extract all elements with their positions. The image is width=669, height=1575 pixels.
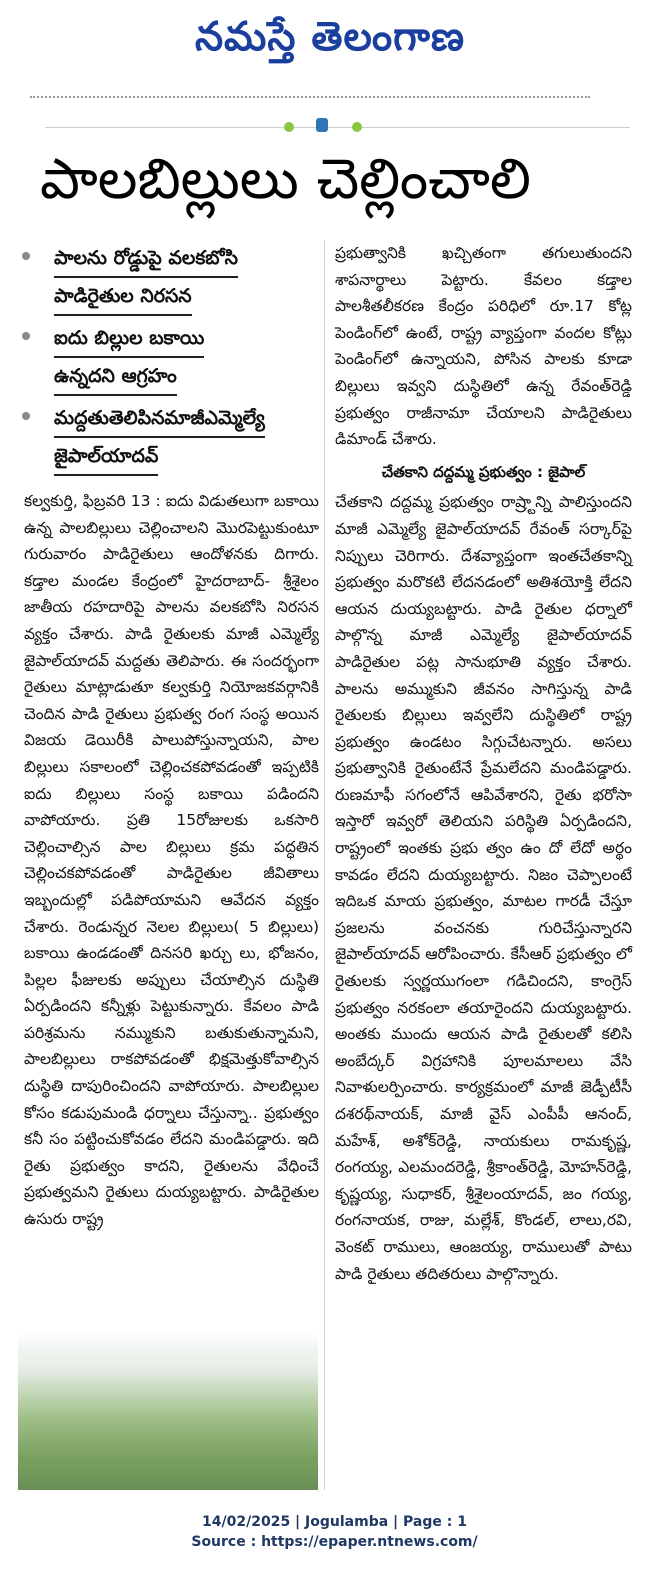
bullet-line: పాలను రోడ్డుపై వలకబోసి: [54, 240, 238, 278]
right-column-top-text: ప్రభుత్వానికి ఖచ్చితంగా తగులుతుందని శాపనార్థాలు పెట్టారు. కేవలం కడ్తాల పాలశీతలీకరణ కేంద్రం పరిధిలో రూ.17 కోట్ల పెండింగ్‌లో ఉంటే, రాష్ట్ర వ్యాప్తంగా వందల కోట్లు పెండింగ్‌లో ఉన్నాయని, పోసిన పాలకు కూడా బిల్లులు ఇవ్వని దుస్థితిలో ఉన్న రేవంత్‌రెడ్డి ప్రభుత్వం రాజీనామా చేయాలని పాడిరైతులు డిమాండ్‌ చేశారు.: [335, 244, 632, 449]
bullet-dot: [22, 332, 30, 340]
bullet-line: ఉన్నదని ఆగ్రహం: [54, 358, 177, 396]
headline: పాలబిల్లులు చెల్లించాలి: [40, 147, 531, 212]
masthead-title: నమస్తే తెలంగాణ: [194, 14, 466, 60]
bullet-dot: [22, 252, 30, 260]
footer-date-edition: 14/02/2025 | Jogulamba | Page : 1: [202, 1514, 467, 1530]
bullet-item: [18, 240, 318, 316]
bullet-line: మద్దతుతెలిపినమాజీఎమ్మెల్యే: [54, 400, 265, 438]
headline-rule: [45, 127, 630, 128]
bullet-line: ఐదు బిల్లుల బకాయి: [54, 320, 204, 358]
bullet-item: [18, 400, 318, 476]
bullet-line: జైపాల్‌యాదవ్: [54, 438, 158, 476]
blue-dot-ornament: [316, 118, 328, 132]
right-column-body-text: చేతకాని దద్దమ్మ ప్రభుత్వం రాష్ర్టాన్ని పాలిస్తుందని మాజీ ఎమ్మెల్యే జైపాల్‌యాదవ్‌ రేవంత్‌ సర్కార్‌పై నిప్పులు చెరిగారు. దేశవ్యాప్తంగా ఇంతచేతకాన్ని ప్రభుత్వం మరొకటి లేదనడంలో అతిశయోక్తి లేదని ఆయన దుయ్యబట్టారు. పాడి రైతుల ధర్నాలో పాల్గొన్న మాజీ ఎమ్మెల్యే జైపాల్‌యాదవ్‌ పాడిరైతుల పట్ల సానుభూతి వ్యక్తం చేశారు. పాలను అమ్ముకుని జీవనం సాగిస్తున్న పాడి రైతులకు బిల్లులు ఇవ్వలేని దుస్థితిలో రాష్ట్ర ప్రభుత్వం ఉండటం సిగ్గుచేటన్నారు. అసలు ప్రభుత్వానికి రైతుంటేనే ప్రేమలేదని మండిపడ్డారు. రుణమాఫీ సగంలోనే ఆపివేశారని, రైతు భరోసా ఇస్తారో ఇవ్వరో తెలియని పరిస్థితి ఏర్పడిందని, రాష్ట్రంలో ఇంతకు ప్రభు త్వం ఉం దో లేదో అర్థం కావడం లేదని దుయ్యబట్టారు. నిజం చెప్పాలంటే ఇదిఒక మాయ ప్రభుత్వం, మాటల గారడీ చేస్తూ ప్రజలను వంచనకు గురిచేస్తున్నారని జైపాల్‌యాదవ్‌ ఆరోపించారు. కేసీఆర్‌ ప్రభుత్వం లో రైతులకు స్వర్ణయుగంలా గడిచిందని, కాంగ్రెస్‌ ప్రభుత్వం నరకంలా తయారైందని దుయ్యబట్టారు. అంతకు ముందు ఆయన పాడి రైతులతో కలిసి అంబేద్కర్‌ విగ్రహానికి పూలమాలలు వేసి నివాళులర్పించారు. కార్యక్రమంలో మాజీ జెడ్పీటీసీ దశరథ్‌నాయక్‌, మాజీ వైస్‌ ఎంపీపీ ఆనంద్‌, మహేశ్‌, అశోక్‌రెడ్డి, నాయకులు రామకృష్ణ, రంగయ్య, ఎలమందరెడ్డి, శ్రీకాంత్‌రెడ్డి, మోహన్‌రెడ్డి, కృష్ణయ్య, సుధాకర్‌, శ్రీశైలంయాదవ్‌, జం గయ్య, రంగనాయక, రాజు, మల్లేశ్‌, కొండల్‌, లాలు,రవి, వెంకట్‌ రాములు, ఆంజయ్య, రాములుతో పాటు పాడి రైతులు తదితరులు పాల్గొన్నారు.: [335, 493, 632, 1283]
right-subheading: చేతకాని దద్దమ్మ ప్రభుత్వం : జైపాల్‌: [381, 462, 586, 481]
bullet-item: [18, 320, 318, 396]
masthead-divider: [30, 96, 590, 104]
left-column-text: కల్వకుర్తి, ఫిబ్రవరి 13 : ఐదు విడుతలుగా బకాయి ఉన్న పాలబిల్లులు చెల్లించాలని మొరపెట్టుకుంటూ గురువారం పాడిరైతులు ఆందోళనకు దిగారు. కడ్తాల మండల కేంద్రంలో హైదరాబాద్‌- శ్రీశైలం జాతీయ రహదారిపై పాలను వలకబోసి నిరసన వ్యక్తం చేశారు. పాడి రైతులకు మాజీ ఎమ్మెల్యే జైపాల్‌యాదవ్‌ మద్దతు తెలిపారు. ఈ సందర్భంగా రైతులు మాట్లాడుతూ కల్వకుర్తి నియోజకవర్గానికి చెందిన పాడి రైతులు ప్రభుత్వ రంగ సంస్థ అయిన విజయ డెయిరీకి పాలుపోస్తున్నాయని, పాల బిల్లులు సకాలంలో చెల్లించకపోవడంతో ఇప్పటికి ఐదు బిల్లులు సంస్థ బకాయి పడిందని వాపోయారు. ప్రతి 15రోజులకు ఒకసారి చెల్లించాల్సిన పాల బిల్లులు క్రమ పద్ధతిన చెల్లించకపోవడంతో పాడిరైతుల జీవితాలు ఇబ్బందుల్లో పడిపోయామని ఆవేదన వ్యక్తం చేశారు. రెండున్నర నెలల బిల్లులు( 5 బిల్లులు) బకాయి ఉండడంతో దినసరి ఖర్చు లు, భోజనం, పిల్లల ఫీజులకు అప్పులు చేయాల్సిన దుస్థితి ఏర్పడిందని కన్నీళ్లు పెట్టుకున్నారు. కేవలం పాడి పరిశ్రమను నమ్ముకుని బతుకుతున్నామని, పాలబిల్లులు రాకపోవడంతో భిక్షమెత్తుకోవాల్సిన దుస్థితి దాపురించిందని వాపోయారు. పాలబిల్లుల కోసం కడుపుమండి ధర్నాలు చేస్తున్నా.. ప్రభుత్వం కనీ సం పట్టించుకోవడం లేదని మండిపడ్డారు. ఇది రైతు ప్రభుత్వం కాదని, రైతులను వేధించే ప్రభుత్వమని రైతులు దుయ్యబట్టారు. పాడిరైతుల ఉసురు రాష్ట్ర: [24, 492, 319, 1229]
bullet-line: పాడిరైతుల నిరసన: [54, 278, 192, 316]
bullet-list: [18, 240, 318, 480]
left-column: [24, 488, 319, 1233]
green-dot-ornament-right: [352, 122, 362, 132]
footer: [0, 1512, 669, 1552]
masthead-logo: [120, 6, 540, 68]
footer-source: Source : https://epaper.ntnews.com/: [191, 1534, 478, 1550]
grass-field-photo: [18, 1330, 318, 1490]
green-dot-ornament: [284, 122, 294, 132]
right-column: [335, 240, 632, 1287]
bullet-dot: [22, 412, 30, 420]
column-divider: [324, 240, 325, 1490]
